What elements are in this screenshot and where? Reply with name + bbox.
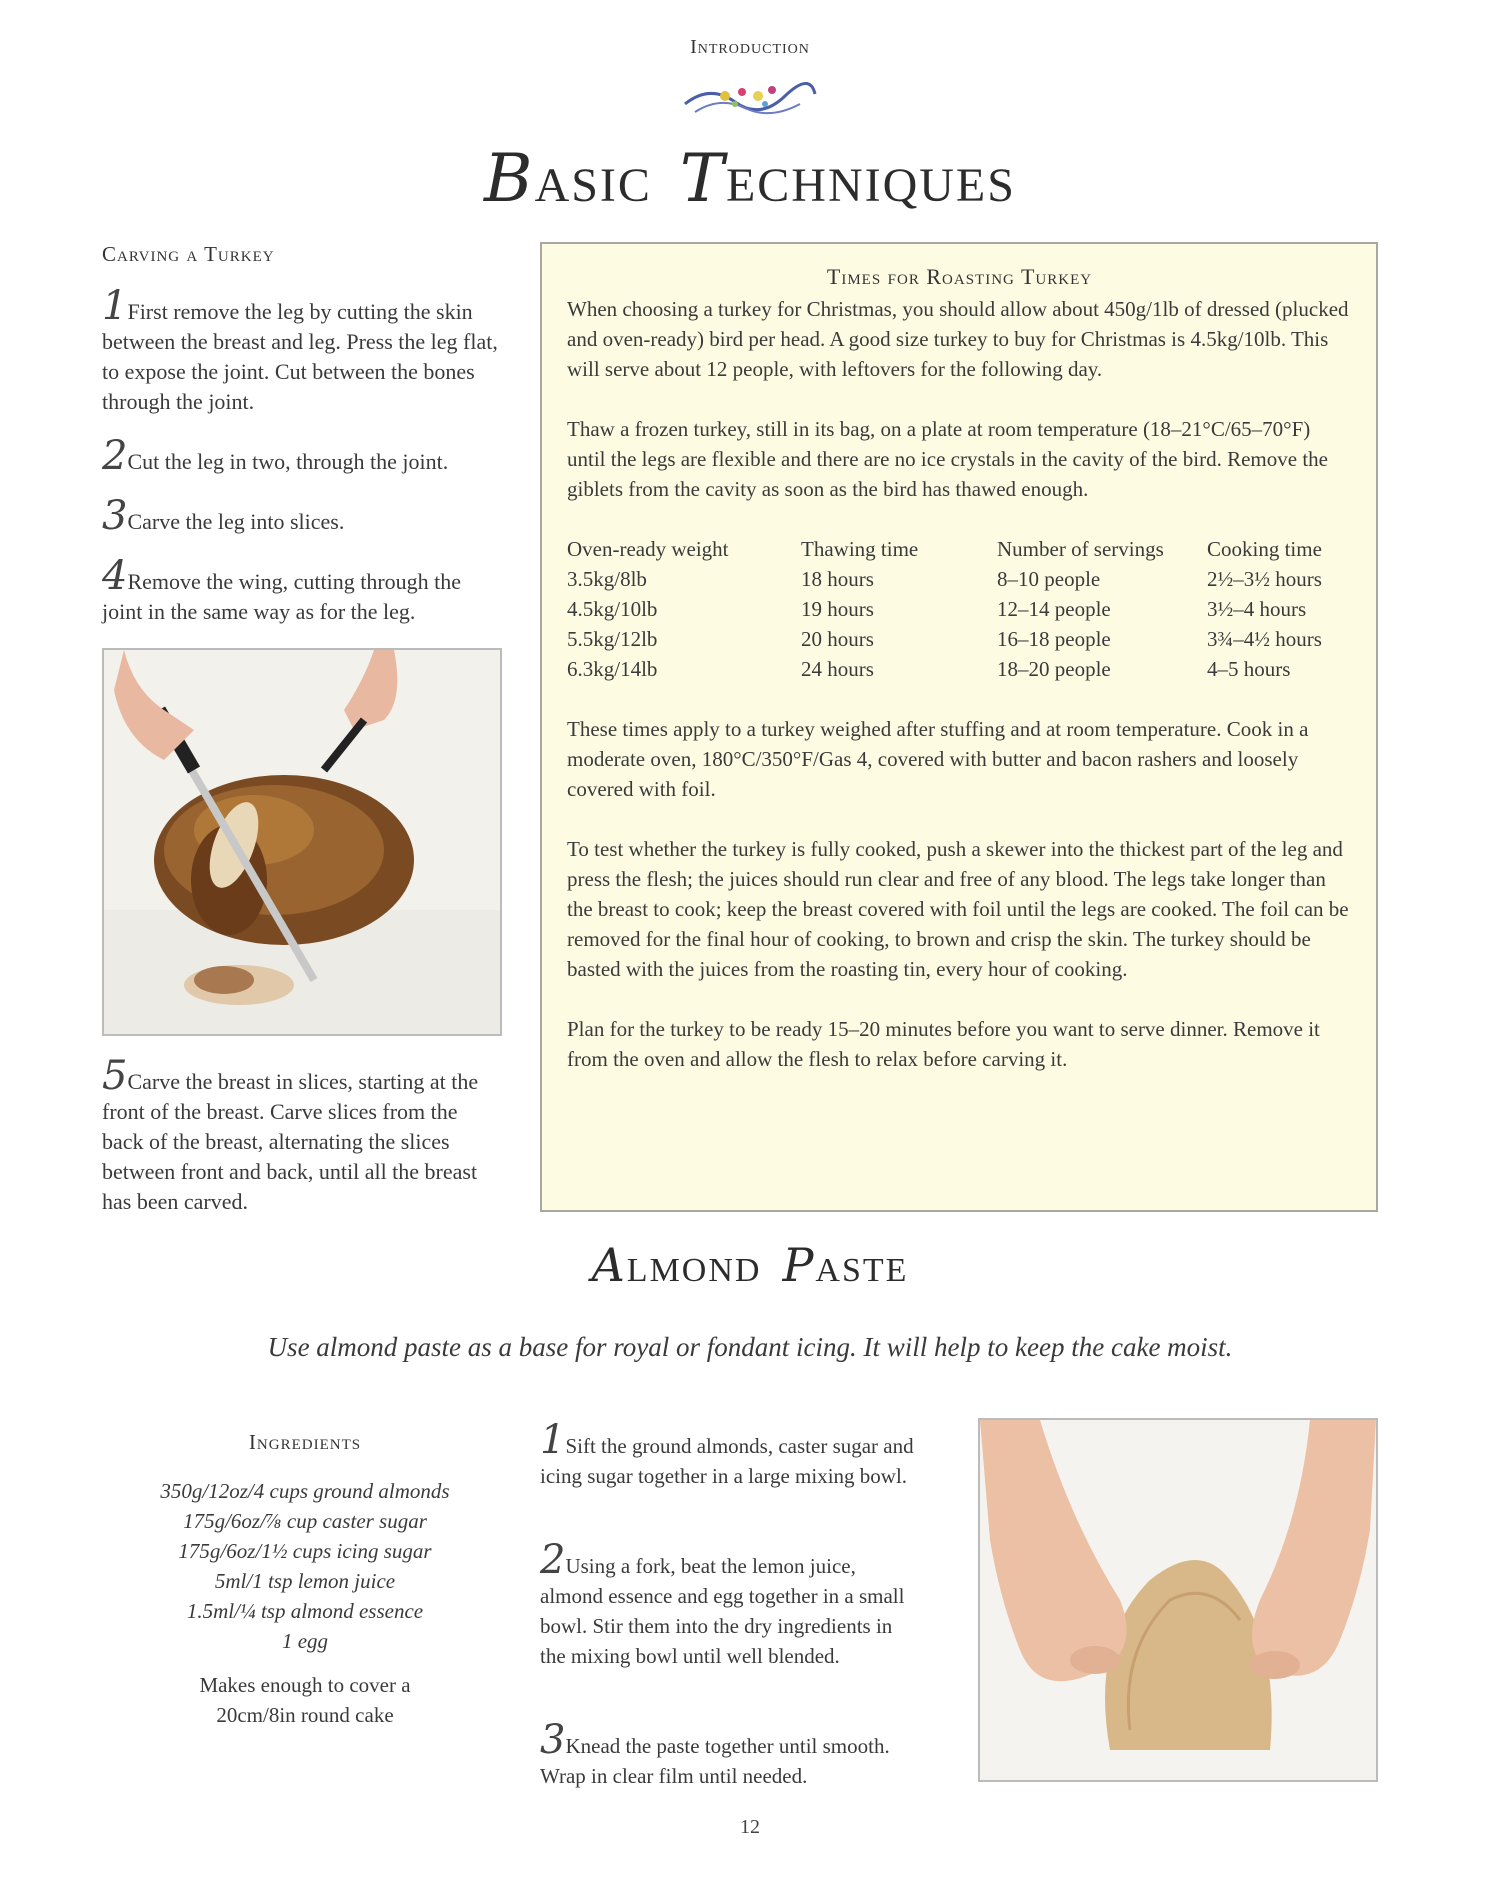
ingredient-item: 175g/6oz/⅞ cup caster sugar — [183, 1509, 427, 1533]
step-number: 1 — [102, 283, 128, 329]
almond-step-3 — [540, 1717, 940, 1791]
makes-note: Makes enough to cover a 20cm/8in round cake — [199, 1673, 411, 1727]
title-word-3: LMOND — [626, 1252, 762, 1289]
roasting-paragraph-2: Thaw a frozen turkey, still in its bag, on a plate at room temperature (18–21°C/65–70°F) until the legs are flexible and there are no ice crystals in the cavity of the bird. Remove the giblets from the cavity as soon as the bird has thawed enough. — [567, 417, 1328, 501]
table-cell: 3.5kg/8lb — [567, 567, 647, 591]
table-cell: 3½–4 hours — [1207, 597, 1307, 621]
table-cell: 4–5 hours — [1207, 657, 1291, 681]
ingredient-item: 1 egg — [281, 1629, 329, 1653]
roasting-times-box — [540, 242, 1378, 1212]
table-cell: 19 hours — [801, 597, 874, 621]
ingredients-list — [125, 1476, 485, 1656]
ingredients-heading: Ingredients — [248, 1430, 362, 1454]
table-row — [567, 564, 1357, 594]
table-row — [567, 654, 1357, 684]
step-number: 1 — [540, 1417, 566, 1463]
title-word-4: ASTE — [815, 1252, 909, 1289]
table-header: Number of servings — [997, 537, 1164, 561]
step-text: Remove the wing, cutting through the joint in the same way as for the leg. — [102, 569, 462, 624]
table-row — [567, 624, 1357, 654]
almond-step-2 — [540, 1537, 920, 1671]
step-text: Cut the leg in two, through the joint. — [127, 449, 449, 474]
step-number: 3 — [540, 1717, 566, 1763]
carving-step-1 — [102, 283, 502, 417]
table-cell: 20 hours — [801, 627, 874, 651]
ingredient-item: 5ml/1 tsp lemon juice — [214, 1569, 396, 1593]
carving-step-2 — [102, 433, 502, 479]
table-cell: 3¾–4½ hours — [1207, 627, 1322, 651]
roasting-heading: Times for Roasting Turkey — [826, 264, 1093, 289]
step-number: 3 — [102, 493, 128, 539]
ingredient-item: 350g/12oz/4 cups ground almonds — [160, 1479, 450, 1503]
table-cell: 4.5kg/10lb — [567, 597, 658, 621]
kneading-illustration — [980, 1420, 1376, 1780]
table-header: Cooking time — [1207, 537, 1322, 561]
table-cell: 16–18 people — [997, 627, 1111, 651]
table-header-row — [567, 534, 1357, 564]
step-number: 2 — [102, 433, 128, 479]
title-initial-a: A — [591, 1238, 627, 1292]
ingredient-item: 175g/6oz/1½ cups icing sugar — [178, 1539, 432, 1563]
table-header: Thawing time — [801, 537, 919, 561]
roasting-paragraph-4: To test whether the turkey is fully cooked, push a skewer into the thickest part of the leg and press the flesh; the juices should run clear and free of any blood. The legs take longer than the breast to cook; keep the breast covered with foil until the legs are cooked. The foil can be removed for the final hour of cooking, to brown and crisp the skin. The turkey should be basted with the juices from the roasting tin, every hour of cooking. — [567, 837, 1349, 981]
table-cell: 6.3kg/14lb — [567, 657, 658, 681]
table-row — [567, 594, 1357, 624]
carving-heading: Carving a Turkey — [102, 242, 275, 266]
table-cell: 5.5kg/12lb — [567, 627, 658, 651]
step-number: 2 — [540, 1537, 566, 1583]
page-title — [0, 140, 1500, 217]
title-word-2: ECHNIQUES — [725, 159, 1016, 212]
ribbon-ornament-icon — [680, 74, 820, 124]
kneading-photo — [978, 1418, 1378, 1782]
carving-step-3 — [102, 493, 502, 539]
step-number: 4 — [102, 553, 128, 599]
table-cell: 24 hours — [801, 657, 874, 681]
title-word-1: ASIC — [534, 159, 652, 212]
ingredient-item: 1.5ml/¼ tsp almond essence — [186, 1599, 424, 1623]
title-initial-t: T — [679, 140, 726, 217]
step-text: Carve the breast in slices, starting at the front of the breast. Carve slices from the back of the breast, alternating the slices between front and back, until all the breast has been carved. — [102, 1069, 479, 1214]
step-text: Sift the ground almonds, caster sugar and icing sugar together in a large mixing bowl. — [540, 1434, 914, 1488]
table-cell: 12–14 people — [997, 597, 1111, 621]
title-initial-b: B — [484, 140, 535, 217]
almond-intro: Use almond paste as a base for royal or fondant icing. It will help to keep the cake moist. — [267, 1332, 1233, 1362]
roasting-table — [567, 534, 1357, 684]
table-cell: 18–20 people — [997, 657, 1111, 681]
table-cell: 18 hours — [801, 567, 874, 591]
almond-paste-title — [0, 1238, 1500, 1292]
roasting-paragraph-1: When choosing a turkey for Christmas, you should allow about 450g/1lb of dressed (plucked and oven-ready) bird per head. A good size turkey to buy for Christmas is 4.5kg/10lb. This will serve about 12 people, with leftovers for the following day. — [567, 297, 1349, 381]
turkey-carving-photo — [102, 648, 502, 1036]
turkey-photo-illustration — [104, 650, 500, 1034]
step-number: 5 — [102, 1053, 128, 1099]
step-text: Knead the paste together until smooth. Wrap in clear film until needed. — [540, 1734, 890, 1788]
table-header: Oven-ready weight — [567, 537, 729, 561]
almond-step-1 — [540, 1417, 940, 1491]
carving-step-5 — [102, 1053, 502, 1217]
roasting-paragraph-5: Plan for the turkey to be ready 15–20 minutes before you want to serve dinner. Remove it from the oven and allow the flesh to relax before carving it. — [567, 1017, 1320, 1071]
step-text: Using a fork, beat the lemon juice, almond essence and egg together in a small bowl. Stir them into the dry ingredients in the mixing bowl until well blended. — [540, 1554, 905, 1668]
carving-step-4 — [102, 553, 502, 627]
running-header: Introduction — [690, 36, 810, 58]
step-text: First remove the leg by cutting the skin between the breast and leg. Press the leg flat, to expose the joint. Cut between the bones through the joint. — [102, 299, 498, 414]
table-cell: 8–10 people — [997, 567, 1101, 591]
step-text: Carve the leg into slices. — [127, 509, 345, 534]
page-number: 12 — [740, 1816, 760, 1838]
table-cell: 2½–3½ hours — [1207, 567, 1322, 591]
roasting-paragraph-3: These times apply to a turkey weighed after stuffing and at room temperature. Cook in a moderate oven, 180°C/350°F/Gas 4, covered with butter and bacon rashers and loosely covered with foil. — [567, 717, 1309, 801]
title-initial-p: P — [782, 1238, 816, 1292]
